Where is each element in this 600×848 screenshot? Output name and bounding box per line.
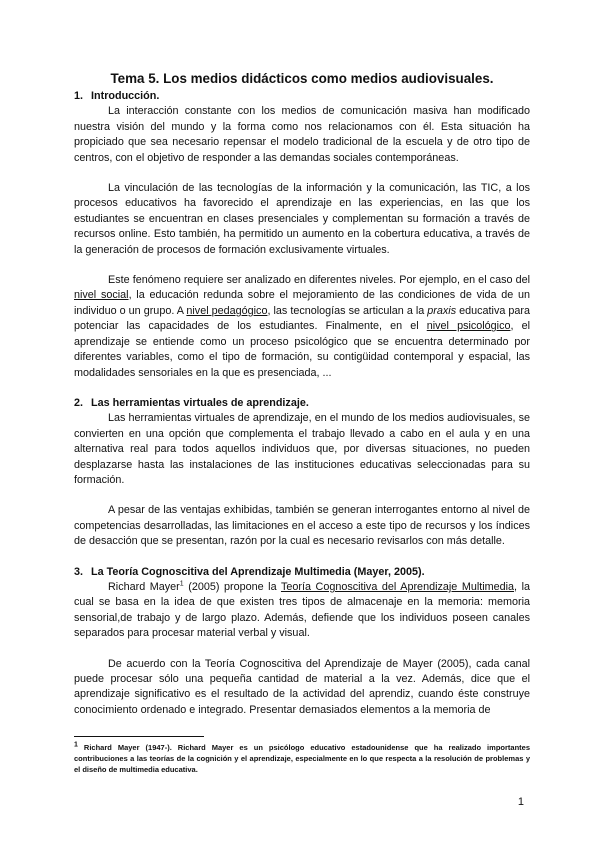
section-number: 3. (74, 565, 84, 578)
footnote-mark: 1 (74, 741, 78, 749)
paragraph: La interacción constante con los medios de comunicación masiva han modificado nuestra visión del mundo y la forma como nos relacionamos con él. Esta situación ha propiciado que sea necesario repensar el modelo tradicional de la escuela y de otro tipo de centros, con el objetivo de responder a las demandas sociales contemporáneas. (74, 105, 530, 164)
page-title: Tema 5. Los medios didácticos como medios audiovisuales. (110, 71, 494, 86)
footnote (74, 742, 530, 775)
section-number: 1. (74, 90, 84, 102)
section-1-heading (74, 89, 530, 104)
text-run: educativa para potenciar las capacidades de los estudiantes. Finalmente, en el (74, 304, 530, 333)
paragraph (74, 580, 530, 642)
text-run: , la educación redunda sobre el mejoramiento de las condiciones de vida de un individuo o un grupo. A (74, 289, 530, 317)
section-title: La Teoría Cognoscitiva del Aprendizaje Multimedia (Mayer, 2005). (91, 565, 425, 578)
text-run: , la cual se basa en la idea de que existen tres tipos de almacenaje en la memoria: memoria sensorial,de trabajo y de largo plazo. Además, defiende que los individuos poseen canales separados para procesar material verbal y visual. (74, 580, 531, 640)
text-run: Este fenómeno requiere ser analizado en diferentes niveles. Por ejemplo, en el caso del (108, 274, 530, 287)
text-run: (2005) propone la (183, 580, 281, 593)
underlined-term: Teoría Cognoscitiva del Aprendizaje Multimedia (280, 580, 515, 593)
text-run: Richard Mayer (108, 580, 180, 593)
italic-term: praxis (427, 304, 457, 317)
section-title: Introducción. (91, 90, 160, 102)
section-3-heading (74, 565, 530, 580)
section-number: 2. (74, 396, 84, 409)
text-run: , el aprendizaje se entiende como un proceso psicológico que se encuentra determinado por diferentes variables, como el tipo de formación, su contigüidad contemporal y espacial, las modalidades sensoriales en la que es presenciada, ... (74, 320, 531, 379)
underlined-term: nivel psicológico (426, 320, 511, 333)
paragraph: A pesar de las ventajas exhibidas, también se generan interrogantes entorno al nivel de competencias desarrolladas, las limitaciones en el acceso a este tipo de recursos y los índices de desacción que se presentan, razón por la cual es necesario revisarlos con más detalle. (74, 504, 530, 548)
underlined-term: nivel pedagógico (186, 304, 268, 317)
section-title: Las herramientas virtuales de aprendizaje. (91, 396, 309, 409)
footnote-text: Richard Mayer (1947-). Richard Mayer es un psicólogo educativo estadounidense que ha realizado importantes contribuciones a las teorías de la cognición y el aprendizaje, especialmente en lo que respecta a la resolución de problemas y el diseño de multimedia educativa. (74, 743, 530, 774)
section-2-heading (74, 396, 530, 411)
paragraph: De acuerdo con la Teoría Cognoscitiva del Aprendizaje de Mayer (2005), cada canal puede procesar sólo una pequeña cantidad de material a la vez. Además, dice que el aprendizaje significativo es el resultado de la actividad del aprendiz, cuando éste construye conocimiento ordenado e integrado. Presentar demasiados elementos a la memoria de (74, 657, 530, 716)
paragraph: La vinculación de las tecnologías de la información y la comunicación, las TIC, a los procesos educativos ha favorecido el aprendizaje en las experiencias, en las que los estudiantes se encuentran en clases presenciales y complementan su formación a través de recursos online. Esto también, ha permitido un aumento en la cobertura educativa, a través de la generación de procesos de formación exclusivamente virtuales. (74, 182, 530, 256)
paragraph: Las herramientas virtuales de aprendizaje, en el mundo de los medios audiovisuales, se convierten en una opción que complementa el trabajo llevado a cabo en el aula y en una alternativa real para todos aquellos individuos que, por diversas situaciones, no pueden desplazarse hasta las instalaciones de las instituciones educativas seleccionadas para su formación. (74, 412, 530, 486)
page-number: 1 (517, 796, 524, 808)
underlined-term: nivel social (74, 289, 129, 302)
footnote-ref[interactable]: 1 (179, 580, 184, 588)
footnote-separator (74, 736, 204, 737)
text-run: , las tecnologías se articulan a la (267, 304, 428, 317)
paragraph (74, 273, 530, 381)
page-content (74, 70, 530, 718)
